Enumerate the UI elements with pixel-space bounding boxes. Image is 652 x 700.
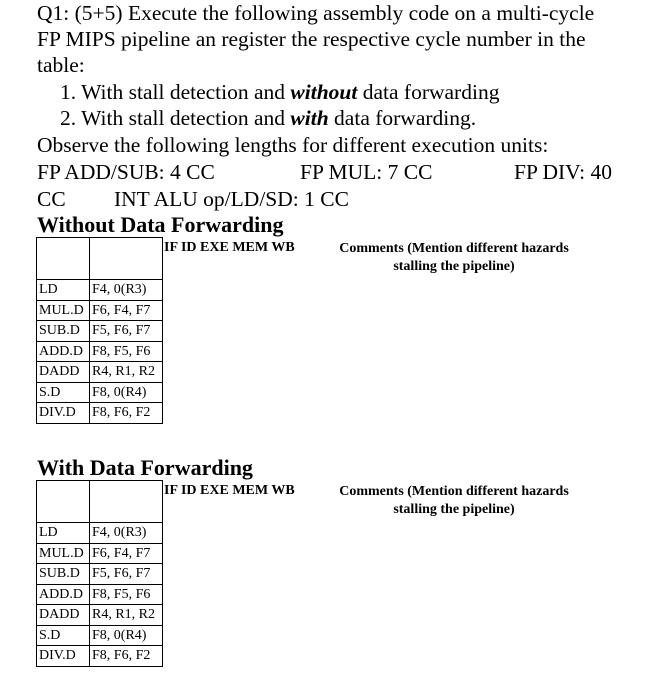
instruction-args: F8, F6, F2 [90, 646, 163, 667]
instruction-table-with-forwarding [36, 480, 163, 667]
instruction-op: SUB.D [37, 564, 90, 585]
table-row [37, 543, 163, 564]
table-header-row [37, 238, 163, 280]
list-item-1-suffix: data forwarding [357, 80, 500, 104]
table-row [37, 382, 163, 403]
instruction-op: DADD [37, 605, 90, 626]
instruction-op: MUL.D [37, 543, 90, 564]
instruction-op: S.D [37, 382, 90, 403]
instruction-op: ADD.D [37, 584, 90, 605]
table-header-cell [37, 238, 90, 280]
question-line-2: FP MIPS pipeline an register the respective cycle number in the [37, 27, 586, 51]
table-row [37, 403, 163, 424]
table-row [37, 646, 163, 667]
table-header-cell [37, 481, 90, 523]
comments-header: Comments (Mention different hazards stalling the pipeline) [339, 484, 569, 517]
instruction-op: LD [37, 523, 90, 544]
observe-line: Observe the following lengths for different execution units: [37, 133, 549, 157]
section-title-with-forwarding: With Data Forwarding [37, 455, 253, 480]
question-line-1: Q1: (5+5) Execute the following assembly code on a multi-cycle [37, 1, 595, 25]
list-item-1 [60, 79, 499, 105]
list-item-1-emphasis: without [290, 80, 358, 104]
table-header-row [37, 481, 163, 523]
list-item-2-prefix: 2. With stall detection and [60, 106, 291, 130]
table-row [37, 564, 163, 585]
instruction-op: MUL.D [37, 300, 90, 321]
instruction-args: F4, 0(R3) [90, 280, 163, 301]
instruction-args: F6, F4, F7 [90, 543, 163, 564]
list-item-2-suffix: data forwarding. [328, 106, 477, 130]
instruction-op: ADD.D [37, 341, 90, 362]
list-item-2-emphasis: with [290, 106, 329, 130]
table-row [37, 625, 163, 646]
table-row [37, 300, 163, 321]
table-header-cell [90, 481, 163, 523]
list-item-2 [60, 105, 476, 131]
instruction-op: DIV.D [37, 403, 90, 424]
instruction-args: F8, F5, F6 [90, 341, 163, 362]
instruction-args: F5, F6, F7 [90, 321, 163, 342]
instruction-args: F6, F4, F7 [90, 300, 163, 321]
question-line-3: table: [37, 53, 85, 77]
int-alu-latency: INT ALU op/LD/SD: 1 CC [114, 187, 349, 211]
fp-mul-latency: FP MUL: 7 CC [300, 160, 433, 184]
instruction-args: F5, F6, F7 [90, 564, 163, 585]
instruction-args: F8, F5, F6 [90, 584, 163, 605]
table-row [37, 280, 163, 301]
table-row [37, 362, 163, 383]
comments-header: Comments (Mention different hazards stalling the pipeline) [339, 241, 569, 274]
section-title-without-forwarding: Without Data Forwarding [37, 212, 284, 237]
instruction-op: DADD [37, 362, 90, 383]
instruction-op: DIV.D [37, 646, 90, 667]
table-row [37, 341, 163, 362]
instruction-op: LD [37, 280, 90, 301]
table-header-cell [90, 238, 163, 280]
instruction-args: R4, R1, R2 [90, 605, 163, 626]
pipeline-stages-header: IF ID EXE MEM WB [164, 240, 295, 255]
instruction-args: F4, 0(R3) [90, 523, 163, 544]
table-row [37, 321, 163, 342]
instruction-args: F8, 0(R4) [90, 382, 163, 403]
instruction-table-without-forwarding [36, 237, 163, 424]
instruction-op: SUB.D [37, 321, 90, 342]
instruction-args: R4, R1, R2 [90, 362, 163, 383]
fp-add-latency: FP ADD/SUB: 4 CC [37, 160, 215, 184]
instruction-args: F8, 0(R4) [90, 625, 163, 646]
table-row [37, 605, 163, 626]
table-row [37, 523, 163, 544]
instruction-args: F8, F6, F2 [90, 403, 163, 424]
table-row [37, 584, 163, 605]
list-item-1-prefix: 1. With stall detection and [60, 80, 291, 104]
pipeline-stages-header: IF ID EXE MEM WB [164, 483, 295, 498]
fp-div-latency: FP DIV: 40 [514, 160, 612, 184]
cc-unit: CC [37, 187, 66, 211]
instruction-op: S.D [37, 625, 90, 646]
